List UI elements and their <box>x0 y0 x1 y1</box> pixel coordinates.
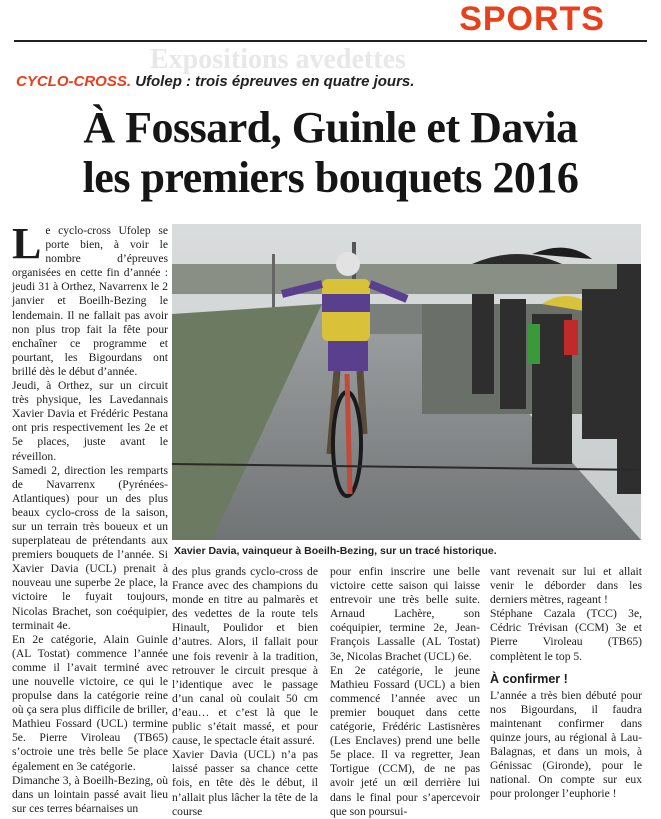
article-paragraph: vant revenait sur lui et allait venir le déborder dans les derniers mètres, rageant ! <box>490 565 642 607</box>
article-column-4 <box>490 565 642 802</box>
article-column-3 <box>330 565 480 819</box>
race-photo <box>172 224 641 540</box>
headline-line-2: les premiers bouquets 2016 <box>82 153 579 202</box>
article-subhead: À confirmer ! <box>490 671 568 686</box>
article-paragraph: L’année a très bien débuté pour nos Bigourdans, il faudra maintenant confirmer dans quinze jours, au régional à Lau-Balagnas, et dans un mois, à Génissac (Gironde), pour le national. On compte sur eux pour prolonger l’euphorie ! <box>490 688 642 801</box>
article-column-2 <box>172 565 318 819</box>
article-paragraph <box>12 219 168 379</box>
article-paragraph: Jeudi, à Orthez, sur un circuit très physique, les Lavedannais Xavier Davia et Frédéric Pestana ont pris respectivement les 2e et 5e places, juste avant le réveillon. <box>12 379 168 463</box>
article-paragraph: En 2e catégorie, le jeune Mathieu Fossard (UCL) a bien commencé l’année avec un premier bouquet dans cette catégorie, Frédéric Lastisnères (Les Enclaves) prend une belle 5e place. Il va regretter, Jean Tortigue (CCM), de ne pas avoir jeté un œil derrière lui dans le final pour s’apercevoir que son poursui- <box>330 663 480 818</box>
section-title: SPORTS <box>459 0 605 38</box>
ghost-headline-bleed: Expositions avedettes <box>150 44 406 75</box>
article-paragraph: pour enfin inscrire une belle victoire cette saison qui laisse entrevoir une très belle suite. Arnaud Lachère, son coéquipier, termine 2e, Jean-François Lassalle (AL Tostat) 3e, Nicolas Brachet (UCL) 6e. <box>330 565 480 663</box>
dropcap: L <box>12 219 42 268</box>
article-paragraph: Xavier Davia (UCL) n’a pas laissé passer sa chance cette fois, en tête dès le début, il n’allait plus lâcher la tête de la course <box>172 748 318 818</box>
article-paragraph: En 2e catégorie, Alain Guinle (AL Tostat) commence l’année comme il l’avait terminé avec une nouvelle victoire, ce qui le propulse dans la catégorie reine où ça sera plus difficile de briller, Mathieu Fossard (UCL) termine 5e. Pierre Viroleau (TB65) s’octroie une très belle 5e place également en 3e catégorie. <box>12 632 168 773</box>
kicker-text: Ufolep : trois épreuves en quatre jours. <box>135 73 415 90</box>
article-paragraph: Dimanche 3, à Boeilh-Bezing, où dans un lointain passé avait lieu sur ces terres béarnaises un <box>12 773 168 815</box>
headline-line-1: À Fossard, Guinle et Davia <box>83 103 578 152</box>
kicker-category: CYCLO-CROSS. <box>16 73 132 90</box>
article-paragraph: des plus grands cyclo-cross de France avec des champions du monde en titre au palmarès et des vedettes de la route tels Hinault, Poulidor et bien d’autres. Alors, il fallait pour une fois revenir à la tradition, retrouver le circuit presque à l’identique avec le passage d’un canal où coulait 50 cm d’eau… et c’est là que le public s’était massé, et pour cause, le spectacle était assuré. <box>172 565 318 748</box>
article-column-1 <box>12 219 168 816</box>
article-paragraph-text: e cyclo-cross Ufolep se porte bien, à voir le nombre d’épreuves organisées en cette fin d’année : jeudi 31 à Orthez, Navarrenx le 2 janvier et Boeilh-Bezing le lendemain. Il ne fallait pas avoir non plus trop fait la fête pour enchaîner ce programme et pourtant, les Bigourdans ont brillé dès le début d’année. <box>12 224 168 378</box>
kicker <box>16 73 414 90</box>
photo-caption: Xavier Davia, vainqueur à Boeilh-Bezing, sur un tracé historique. <box>174 545 497 557</box>
article-paragraph: Stéphane Cazala (TCC) 3e, Cédric Trévisan (CCM) 3e et Pierre Viroleau (TB65) complètent le top 5. <box>490 607 642 663</box>
article-paragraph: Samedi 2, direction les remparts de Navarrenx (Pyrénées-Atlantiques) pour un des plus beaux cyclo-cross de la saison, sur un terrain très boueux et un superplateau de prétendants aux premiers bouquets de l’année. Si Xavier Davia (UCL) prenait à nouveau une superbe 2e place, la victoire le fuyait toujours, Nicolas Brachet, son coéquipier, terminait 4e. <box>12 463 168 632</box>
section-rule <box>14 40 647 42</box>
